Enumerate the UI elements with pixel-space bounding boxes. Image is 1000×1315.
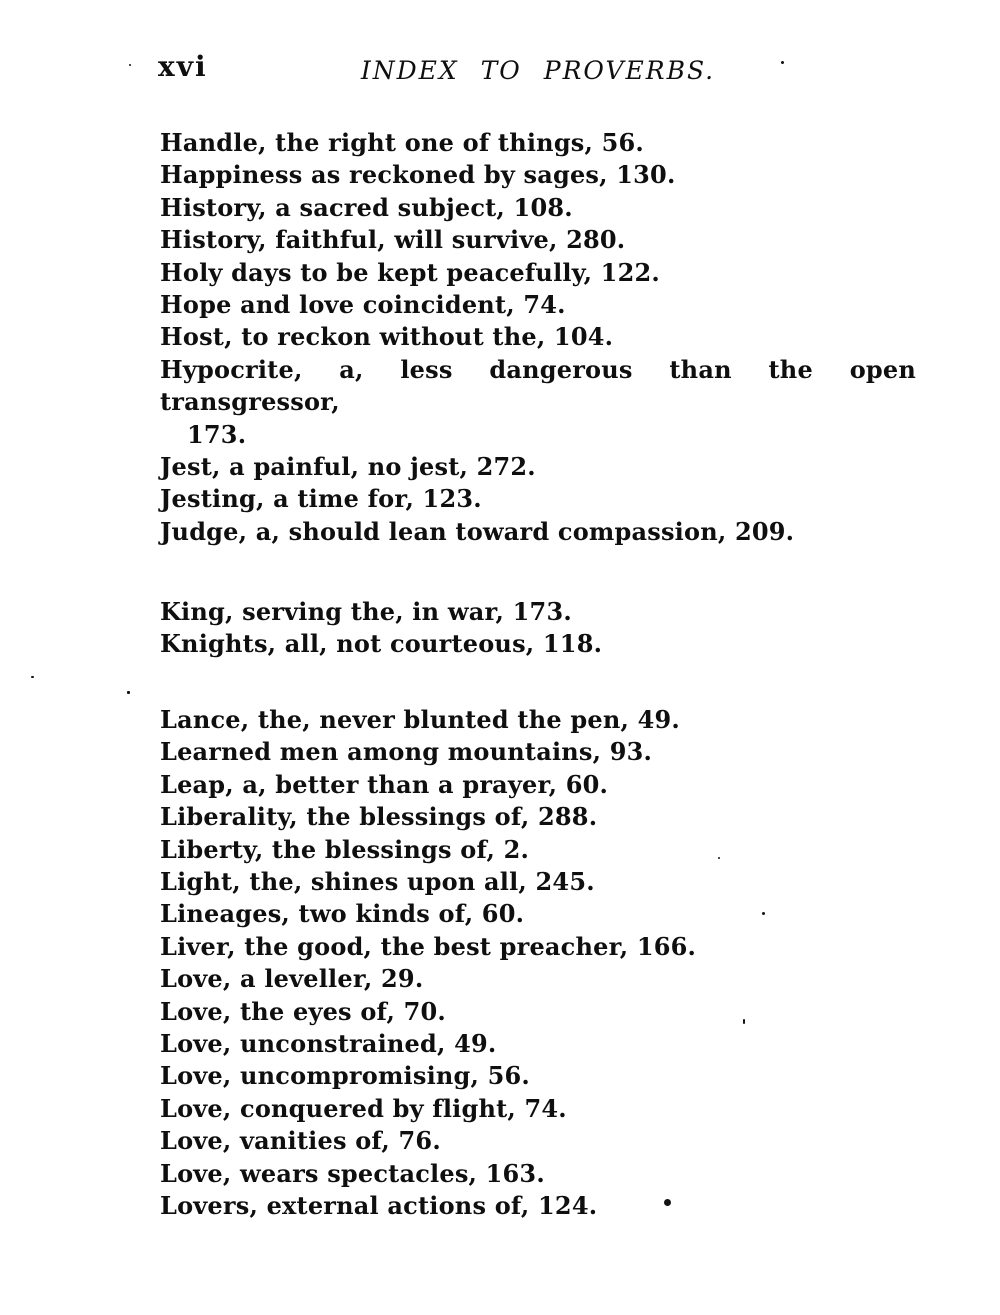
- index-entry: Lineages, two kinds of, 60.: [160, 899, 525, 929]
- ink-speck: [718, 857, 720, 859]
- index-entry: Lovers, external actions of, 124.: [160, 1191, 598, 1221]
- index-section-j: [160, 451, 916, 548]
- index-entry: Hypocrite, a, less dangerous than the open transgressor,: [160, 354, 916, 417]
- index-entry: Leap, a, better than a prayer, 60.: [160, 769, 609, 799]
- index-entry: Handle, the right one of things, 56.: [160, 128, 644, 157]
- running-head-title: INDEX TO PROVERBS.: [360, 56, 716, 85]
- index-entry: History, faithful, will survive, 280.: [160, 225, 626, 255]
- index-section-l: [160, 704, 916, 1223]
- index-entry: Love, wears spectacles, 163.: [160, 1158, 545, 1188]
- index-entry: Host, to reckon without the, 104.: [160, 322, 614, 352]
- ink-speck: [127, 691, 130, 694]
- index-entry: Liver, the good, the best preacher, 166.: [160, 931, 697, 961]
- ink-speck: [31, 676, 34, 678]
- index-entry: Love, a leveller, 29.: [160, 964, 424, 994]
- index-entry: King, serving the, in war, 173.: [160, 597, 572, 626]
- index-entry: Knights, all, not courteous, 118.: [160, 629, 603, 659]
- ink-speck: [743, 1019, 745, 1024]
- index-entry: Love, vanities of, 76.: [160, 1126, 441, 1156]
- index-entry: 173.: [187, 419, 247, 449]
- index-entry: Lance, the, never blunted the pen, 49.: [160, 705, 680, 734]
- index-entry: Holy days to be kept peacefully, 122.: [160, 257, 660, 287]
- index-entry: Love, uncompromising, 56.: [160, 1061, 530, 1091]
- index-entry: Liberty, the blessings of, 2.: [160, 834, 530, 864]
- index-entry: Jest, a painful, no jest, 272.: [160, 452, 536, 481]
- ink-speck: [781, 61, 784, 64]
- ink-speck: [129, 64, 131, 66]
- index-entry: Jesting, a time for, 123.: [160, 484, 482, 514]
- index-entry: Liberality, the blessings of, 288.: [160, 802, 598, 832]
- ink-speck: [762, 912, 765, 915]
- index-entry: History, a sacred subject, 108.: [160, 192, 573, 222]
- index-entry: Learned men among mountains, 93.: [160, 737, 653, 767]
- index-entry: Love, the eyes of, 70.: [160, 996, 446, 1026]
- index-entry: Light, the, shines upon all, 245.: [160, 867, 595, 897]
- index-section-k: [160, 596, 916, 661]
- page-number: xvi: [158, 50, 208, 83]
- index-entry: Love, conquered by flight, 74.: [160, 1093, 567, 1123]
- index-entry: Hope and love coincident, 74.: [160, 290, 566, 320]
- index-entry: Judge, a, should lean toward compassion, 209.: [160, 516, 795, 546]
- index-entry: Love, unconstrained, 49.: [160, 1029, 497, 1059]
- index-entry: Happiness as reckoned by sages, 130.: [160, 160, 676, 190]
- ink-speck: [664, 1199, 671, 1206]
- index-section-h: [160, 127, 916, 451]
